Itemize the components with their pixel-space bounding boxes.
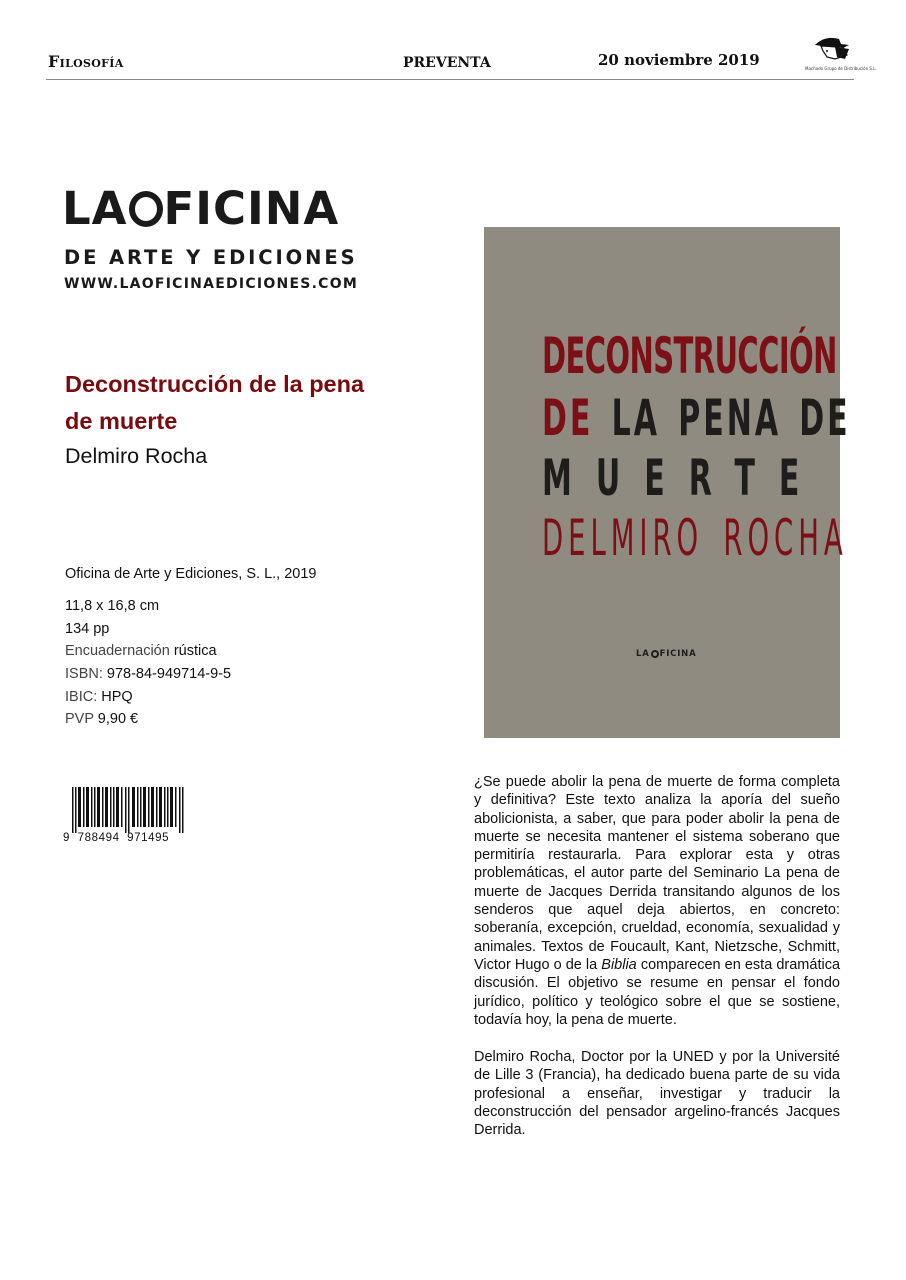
barcode-icon xyxy=(72,787,186,833)
book-title: Deconstrucción de la pena de muerte xyxy=(65,371,365,434)
binding-value: rústica xyxy=(173,643,217,659)
cover-logo-la: LA xyxy=(636,649,650,659)
logo-text-la: LA xyxy=(62,182,128,235)
category-label: Filosofía xyxy=(48,52,124,71)
book-author: Delmiro Rocha xyxy=(65,444,208,468)
publisher-url: WWW.LAOFICINAEDICIONES.COM xyxy=(64,276,359,292)
spec-isbn xyxy=(65,666,231,682)
cover-title-de: DE xyxy=(542,389,594,447)
cover-logo-o-icon xyxy=(651,650,659,658)
pvp-label: PVP xyxy=(65,711,94,727)
logo-text-ficina: FICINA xyxy=(163,182,340,235)
spec-publisher: Oficina de Arte y Ediciones, S. L., 2019 xyxy=(65,566,317,582)
cover-title-line3: MUERTE xyxy=(542,449,824,507)
isbn-value: 978-84-949714-9-5 xyxy=(106,666,232,682)
cover-author: DELMIRO ROCHA xyxy=(542,509,848,567)
distributor-logo xyxy=(805,33,877,75)
barcode-number xyxy=(63,832,169,844)
cover-publisher-logo xyxy=(636,649,696,659)
spec-pvp xyxy=(65,711,138,727)
distributor-caption: Machado Grupo de Distribución S.L. xyxy=(805,66,877,71)
presale-label: PREVENTA xyxy=(403,55,491,71)
author-bio-paragraph: Delmiro Rocha, Doctor por la UNED y por la Université de Lille 3 (Francia), ha dedicado buena parte de su vida profesional a enseñar, investigar y traducir la deconstrucción del pensador argelino-francés Jacques Derrida. xyxy=(474,1049,840,1139)
cover-title-la-pena-de: LA PENA DE xyxy=(611,389,851,447)
cover-logo-ficina: FICINA xyxy=(659,649,697,659)
synopsis-text-a: ¿Se puede abolir la pena de muerte de forma completa y definitiva? Este texto analiza la aporía del sueño abolicionista, a saber, que para poder abolir la pena de muerte se necesita mantener el sistema soberano que permitiría restaurarla. Para explorar esta y otras problemáticas, el autor parte del Seminario La pena de muerte de Jacques Derrida transitando algunos de los senderos que aquel deja abiertos, en concreto: soberanía, excepción, crueldad, economía, sexualidad y animales. Textos de Foucault, Kant, Nietzsche, Schmitt, Victor Hugo o de la xyxy=(474,774,840,973)
synopsis-italic-biblia: Biblia xyxy=(601,956,637,973)
barcode-digits-right: 971495 xyxy=(127,832,170,844)
synopsis-paragraph xyxy=(474,773,840,1029)
publisher-logo xyxy=(62,182,340,235)
ibic-label: IBIC: xyxy=(65,689,98,705)
header-divider xyxy=(46,79,854,80)
barcode-digits-left: 788494 xyxy=(77,832,120,844)
pvp-value: 9,90 € xyxy=(97,711,139,727)
cover-title-line2 xyxy=(542,389,851,447)
spec-dimensions: 11,8 x 16,8 cm xyxy=(65,598,160,614)
release-date: 20 noviembre 2019 xyxy=(598,51,760,69)
spec-pages: 134 pp xyxy=(65,621,110,637)
cover-title-line1: DECONSTRUCCIÓN xyxy=(542,327,837,385)
isbn-label: ISBN: xyxy=(65,666,103,682)
spec-ibic xyxy=(65,689,133,705)
barcode-digit-first: 9 xyxy=(63,832,70,844)
ibic-value: HPQ xyxy=(101,689,133,705)
book-cover-image xyxy=(484,227,851,738)
synopsis-text-b: comparecen en esta dramática discusión. El objetivo se resume en pensar el fondo jurídico, político y teológico sobre el que se sostiene, todavía hoy, la pena de muerte. xyxy=(474,956,841,1028)
man-with-hat-logo-icon xyxy=(805,33,861,65)
logo-o-circle-icon xyxy=(129,191,163,227)
spec-binding xyxy=(65,643,217,659)
binding-label: Encuadernación xyxy=(65,643,170,659)
publisher-subtitle: DE ARTE Y EDICIONES xyxy=(64,246,358,269)
